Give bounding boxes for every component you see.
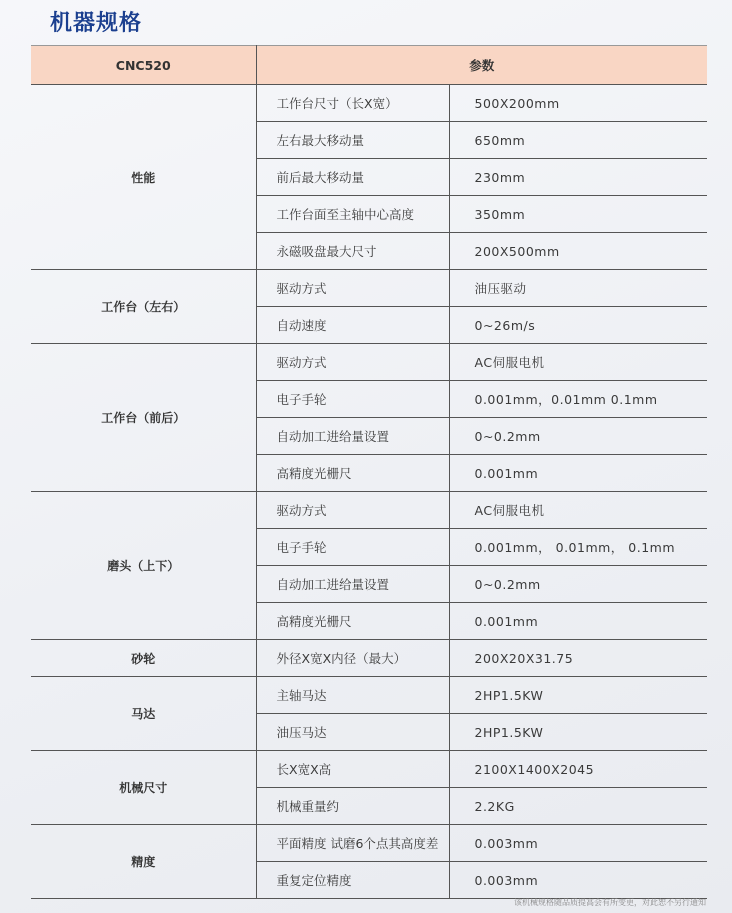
param-cell: 机械重量约 [256, 788, 449, 825]
param-cell: 工作台面至主轴中心高度 [256, 196, 449, 233]
category-cell: 磨头（上下） [31, 492, 256, 640]
value-cell: 2HP1.5KW [449, 677, 707, 714]
category-cell: 工作台（前后） [31, 344, 256, 492]
param-cell: 前后最大移动量 [256, 159, 449, 196]
param-cell: 自动速度 [256, 307, 449, 344]
value-cell: AC伺服电机 [449, 344, 707, 381]
value-cell: 2HP1.5KW [449, 714, 707, 751]
value-cell: 0.001mm， 0.01mm， 0.1mm [449, 529, 707, 566]
table-row [31, 825, 707, 862]
table-row [31, 677, 707, 714]
footnote: 该机械规格随品质提高会有所变更，对此恕不另行通知 [514, 898, 706, 907]
header-model: CNC520 [31, 46, 256, 85]
value-cell: 0~0.2mm [449, 418, 707, 455]
value-cell: 油压驱动 [449, 270, 707, 307]
value-cell: 650mm [449, 122, 707, 159]
category-cell: 马达 [31, 677, 256, 751]
value-cell: 200X500mm [449, 233, 707, 270]
category-cell: 砂轮 [31, 640, 256, 677]
value-cell: 0.003mm [449, 862, 707, 899]
category-cell: 机械尺寸 [31, 751, 256, 825]
value-cell: 0.001mm，0.01mm 0.1mm [449, 381, 707, 418]
spec-table [31, 45, 707, 899]
param-cell: 外径X宽X内径（最大） [256, 640, 449, 677]
param-cell: 左右最大移动量 [256, 122, 449, 159]
param-cell: 驱动方式 [256, 270, 449, 307]
param-cell: 平面精度 试磨6个点其高度差 [256, 825, 449, 862]
table-row [31, 344, 707, 381]
param-cell: 电子手轮 [256, 529, 449, 566]
param-cell: 长X宽X高 [256, 751, 449, 788]
spec-table-body [31, 85, 707, 899]
table-row [31, 270, 707, 307]
value-cell: 0~26m/s [449, 307, 707, 344]
category-cell: 性能 [31, 85, 256, 270]
value-cell: 0.001mm [449, 455, 707, 492]
param-cell: 永磁吸盘最大尺寸 [256, 233, 449, 270]
value-cell: 500X200mm [449, 85, 707, 122]
param-cell: 工作台尺寸（长X宽） [256, 85, 449, 122]
param-cell: 高精度光栅尺 [256, 603, 449, 640]
param-cell: 自动加工进给量设置 [256, 418, 449, 455]
value-cell: 2.2KG [449, 788, 707, 825]
table-row [31, 640, 707, 677]
category-cell: 工作台（左右） [31, 270, 256, 344]
param-cell: 驱动方式 [256, 492, 449, 529]
value-cell: 0~0.2mm [449, 566, 707, 603]
param-cell: 重复定位精度 [256, 862, 449, 899]
header-params: 参数 [256, 46, 707, 85]
page-title: 机器规格 [50, 11, 143, 36]
table-row [31, 751, 707, 788]
table-header-row [31, 46, 707, 85]
param-cell: 驱动方式 [256, 344, 449, 381]
param-cell: 油压马达 [256, 714, 449, 751]
value-cell: 200X20X31.75 [449, 640, 707, 677]
param-cell: 主轴马达 [256, 677, 449, 714]
value-cell: 0.001mm [449, 603, 707, 640]
category-cell: 精度 [31, 825, 256, 899]
value-cell: 350mm [449, 196, 707, 233]
param-cell: 电子手轮 [256, 381, 449, 418]
value-cell: 230mm [449, 159, 707, 196]
table-row [31, 492, 707, 529]
value-cell: AC伺服电机 [449, 492, 707, 529]
value-cell: 2100X1400X2045 [449, 751, 707, 788]
table-row [31, 85, 707, 122]
value-cell: 0.003mm [449, 825, 707, 862]
param-cell: 自动加工进给量设置 [256, 566, 449, 603]
param-cell: 高精度光栅尺 [256, 455, 449, 492]
